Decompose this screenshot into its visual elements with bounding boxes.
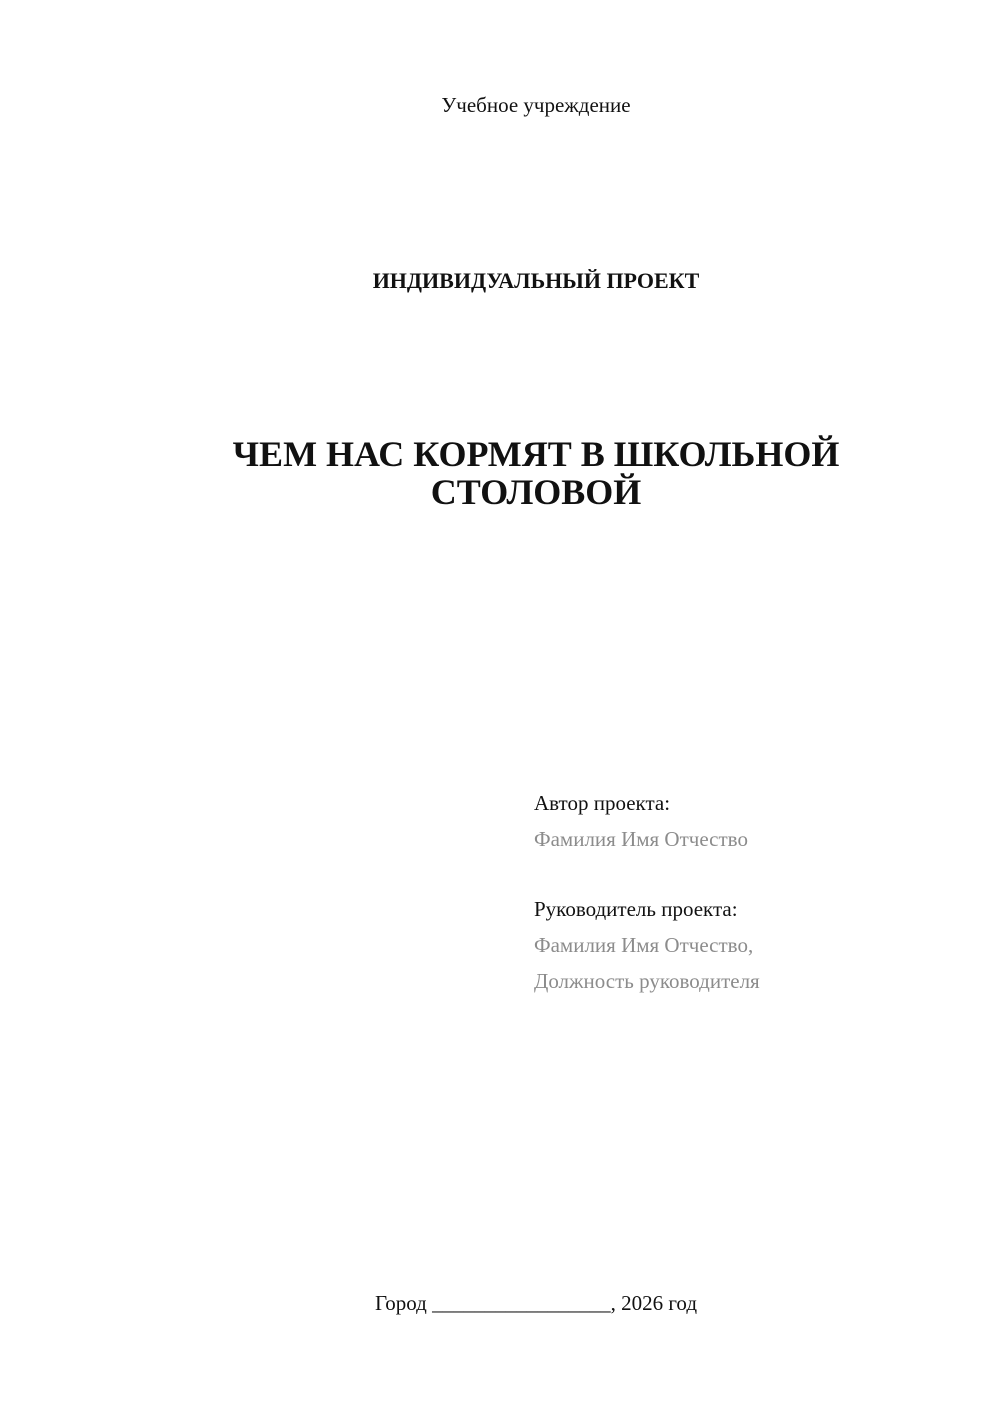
supervisor-label: Руководитель проекта: [534,897,738,921]
project-title [0,435,1000,511]
supervisor-name-placeholder: Фамилия Имя Отчество, [534,933,754,957]
project-title-line-2: СТОЛОВОЙ [430,472,642,512]
city-year-footer: Город _________________, 2026 год [374,1291,698,1315]
author-block [534,785,974,857]
author-label: Автор проекта: [534,791,671,815]
project-title-line-1: ЧЕМ НАС КОРМЯТ В ШКОЛЬНОЙ [232,434,840,474]
author-name-placeholder: Фамилия Имя Отчество [534,827,748,851]
document-type-heading: ИНДИВИДУАЛЬНЫЙ ПРОЕКТ [372,268,700,293]
supervisor-position-placeholder: Должность руководителя [534,969,760,993]
supervisor-block [534,891,974,999]
institution-name: Учебное учреждение [441,93,631,117]
